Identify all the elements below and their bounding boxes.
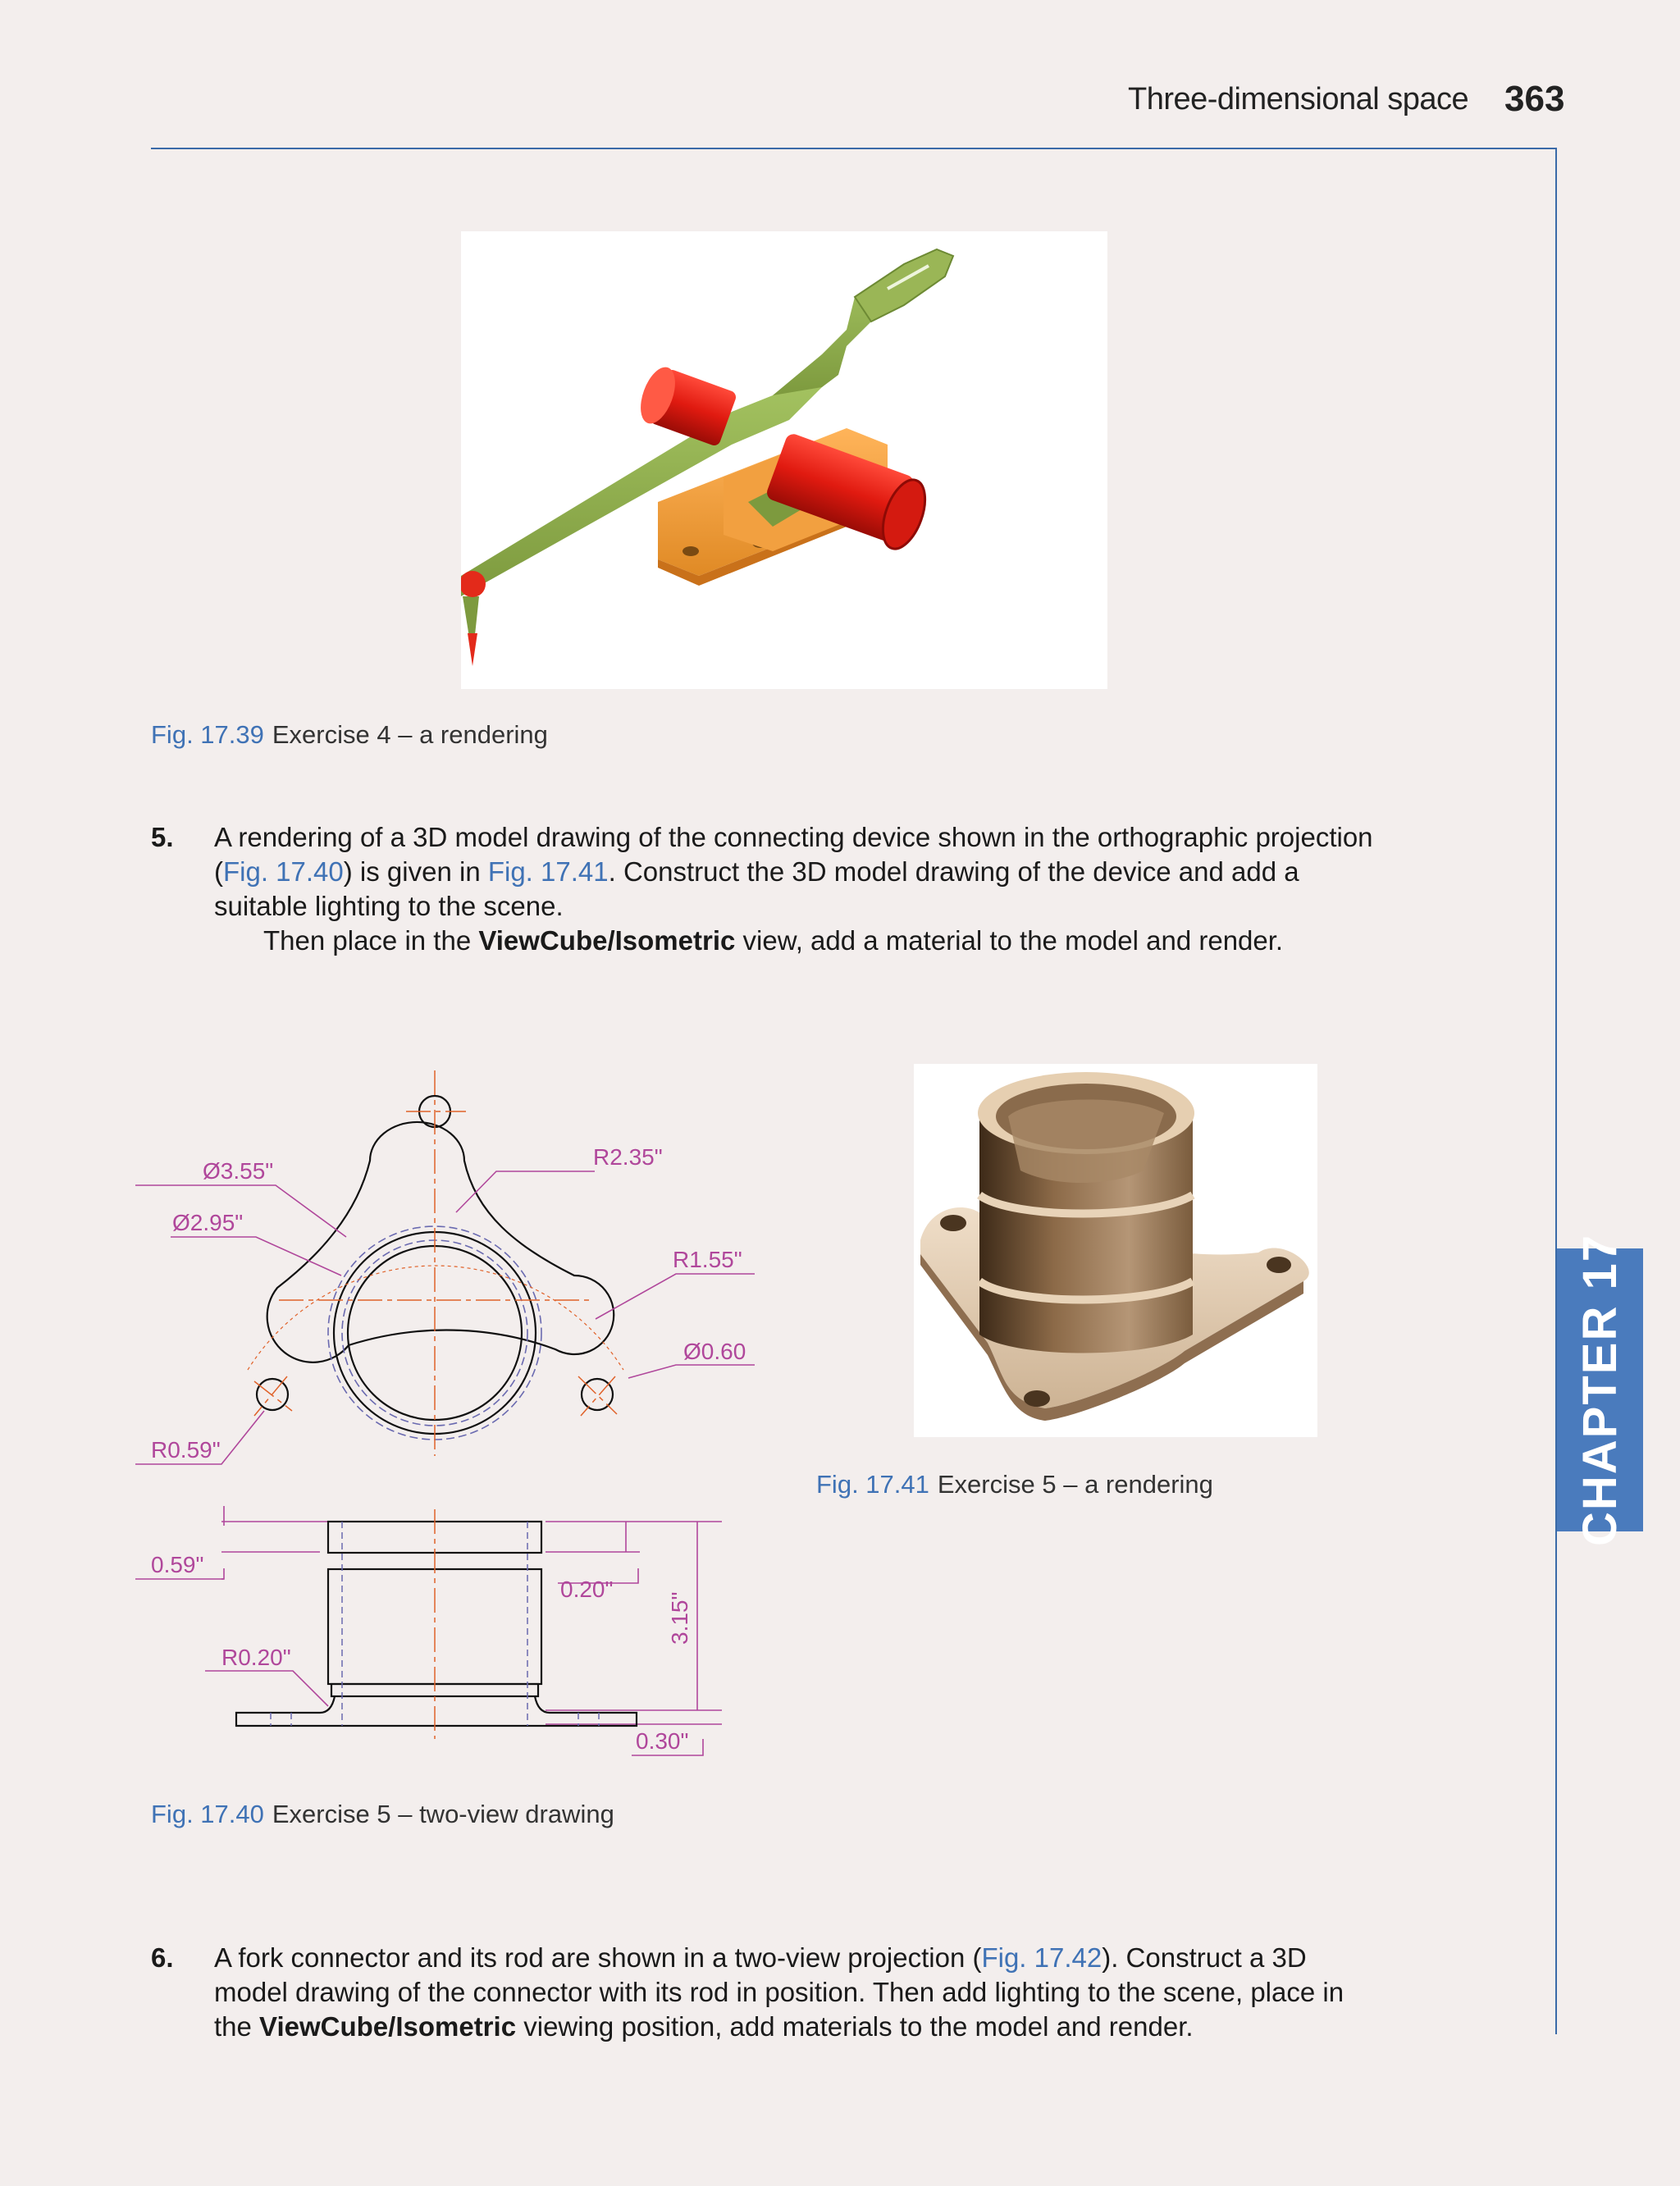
fig-17-41-text: Exercise 5 – a rendering xyxy=(937,1470,1213,1499)
exercise-5-p2-a: Then place in the xyxy=(263,925,479,956)
label-d060: Ø0.60 xyxy=(683,1339,746,1364)
exercise-6 xyxy=(151,1941,1463,2056)
exercise-6-text xyxy=(214,1941,1387,2044)
exercise-6-text-a: A fork connector and its rod are shown in a two-view projection ( xyxy=(214,1942,982,1973)
exercise-5-number: 5. xyxy=(151,822,174,852)
exercise-5-paragraph-2 xyxy=(214,924,1387,958)
page-number: 363 xyxy=(1504,79,1565,119)
label-h059: 0.59" xyxy=(151,1552,204,1577)
fig-17-41-ref: Fig. 17.41 xyxy=(816,1470,929,1499)
label-r020: R0.20" xyxy=(221,1645,291,1670)
exercise-5-text-c: . Construct the 3D model drawing of the device and add a suitable lighting to the scene. xyxy=(214,856,1299,921)
label-r235: R2.35" xyxy=(593,1144,663,1170)
exercise-5 xyxy=(151,820,1463,968)
link-fig-17-42[interactable]: Fig. 17.42 xyxy=(981,1942,1102,1973)
label-h315: 3.15" xyxy=(667,1591,692,1645)
exercise-5-p2-bold: ViewCube/Isometric xyxy=(478,925,736,956)
exercise-6-bold: ViewCube/Isometric xyxy=(259,2011,517,2042)
label-d295: Ø2.95" xyxy=(172,1210,244,1235)
label-h030: 0.30" xyxy=(636,1728,689,1754)
fig-17-40-ref: Fig. 17.40 xyxy=(151,1800,264,1828)
label-r059: R0.59" xyxy=(151,1437,221,1463)
exercise-6-number: 6. xyxy=(151,1942,174,1973)
exercise-5-text xyxy=(214,820,1387,958)
exercise-6-text-c: viewing position, add materials to the model and render. xyxy=(516,2011,1194,2042)
label-r155: R1.55" xyxy=(673,1247,742,1272)
link-fig-17-40[interactable]: Fig. 17.40 xyxy=(223,856,344,887)
fig-17-39-text: Exercise 4 – a rendering xyxy=(272,720,548,749)
center-lines xyxy=(254,1070,617,1456)
exercise-5-text-a: A rendering of a 3D model drawing of the connecting device shown in the orthographic projection ( xyxy=(214,822,1373,887)
fig-17-39-caption xyxy=(151,720,548,750)
exercise-5-p2-b: view, add a material to the model and render. xyxy=(735,925,1284,956)
margin-rule xyxy=(1555,148,1557,2034)
fig-17-41-rendering xyxy=(914,1064,1317,1437)
chapter-tab xyxy=(1557,1234,1643,1546)
link-fig-17-41[interactable]: Fig. 17.41 xyxy=(487,856,609,887)
exercise-6-text-b: ). Construct a 3D model drawing of the connector with its rod in position. Then add lighting to the scene, place in the xyxy=(214,1942,1344,2042)
fig-17-40-text: Exercise 5 – two-view drawing xyxy=(272,1800,614,1828)
fig-17-40-drawing xyxy=(131,1050,771,1788)
label-h020: 0.20" xyxy=(560,1577,614,1602)
fig-17-41-caption xyxy=(816,1470,1213,1499)
fig-17-40-caption xyxy=(151,1800,614,1829)
dimension-labels xyxy=(151,1144,746,1754)
fig-17-39-ref: Fig. 17.39 xyxy=(151,720,264,749)
connector-rendering-illustration xyxy=(914,1064,1317,1437)
header-rule xyxy=(151,148,1557,149)
lever-clamp-illustration xyxy=(461,231,1107,689)
running-header-title: Three-dimensional space xyxy=(1128,82,1469,116)
chapter-tab-label: CHAPTER 17 xyxy=(1573,1234,1628,1546)
exercise-5-text-b: ) is given in xyxy=(343,856,488,887)
label-d355: Ø3.55" xyxy=(203,1158,274,1184)
fig-17-39-rendering xyxy=(461,231,1107,689)
